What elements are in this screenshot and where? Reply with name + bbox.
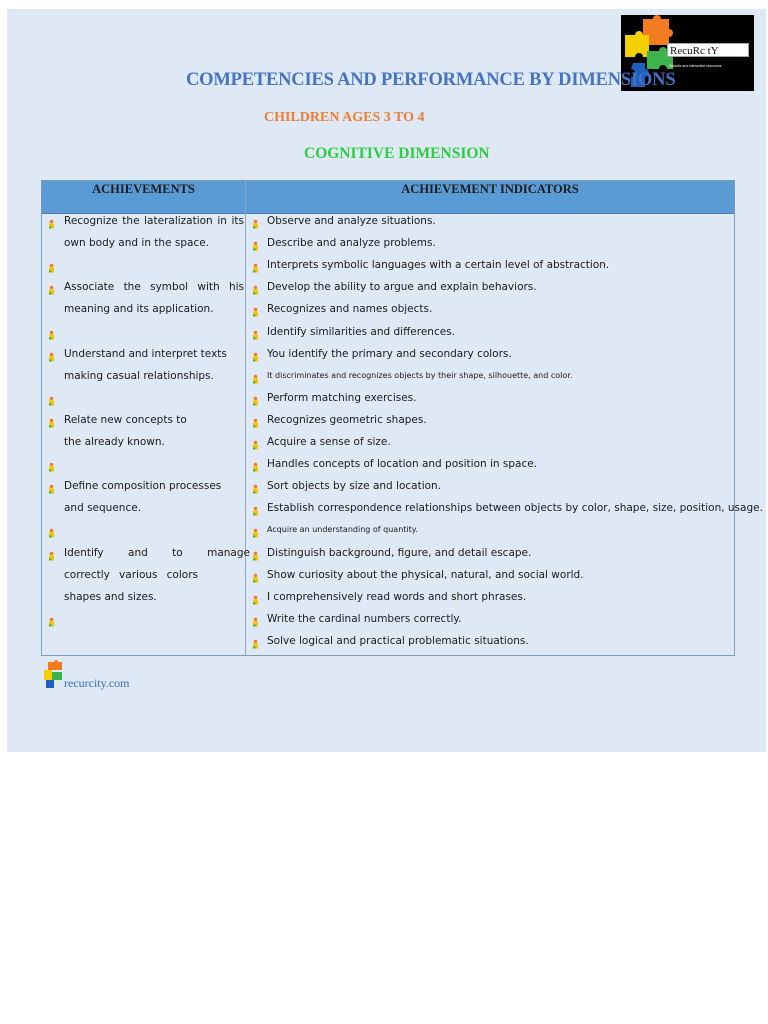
indicator-item: Write the cardinal numbers correctly.	[267, 612, 462, 625]
bullet-icon	[252, 462, 259, 472]
competencies-table	[41, 180, 763, 656]
bullet-icon	[252, 440, 259, 450]
indicator-item: Observe and analyze situations.	[267, 215, 436, 227]
empty-bullet-icon	[48, 263, 55, 273]
bullet-icon	[252, 639, 259, 649]
indicator-item: Show curiosity about the physical, natural, and social world.	[267, 568, 584, 581]
achievement-text: correctly various colors	[64, 568, 198, 581]
indicator-item: I comprehensively read words and short phrases.	[267, 590, 527, 603]
empty-bullet-icon	[48, 528, 55, 538]
bullet-icon	[252, 330, 259, 340]
bullet-icon	[48, 219, 55, 229]
bullet-icon	[252, 396, 259, 406]
footer-site-link[interactable]: recurcity.com	[64, 676, 130, 690]
indicator-item: You identify the primary and secondary colors.	[267, 347, 512, 360]
bullet-icon	[252, 307, 259, 317]
bullet-icon	[252, 595, 259, 605]
achievement-text: meaning and its application.	[64, 303, 214, 316]
column-divider	[245, 181, 246, 655]
bullet-icon	[252, 551, 259, 561]
document-page	[7, 9, 766, 752]
achievement-text: Understand and interpret texts	[64, 347, 227, 360]
indicator-item: Recognizes geometric shapes.	[267, 413, 427, 426]
indicator-item: It discriminates and recognizes objects by their shape, silhouette, and color.	[267, 370, 573, 380]
indicator-item: Identify similarities and differences.	[267, 325, 456, 338]
achievement-text: the already known.	[64, 436, 165, 448]
achievement-text: making casual relationships.	[64, 369, 214, 382]
empty-bullet-icon	[48, 396, 55, 406]
achievement-text: Identify and to manage	[64, 546, 250, 559]
bullet-icon	[252, 352, 259, 362]
indicator-item: Recognizes and names objects.	[267, 303, 433, 316]
achievement-text: shapes and sizes.	[64, 590, 157, 603]
header-achievements: ACHIEVEMENTS	[92, 182, 195, 196]
indicator-item: Develop the ability to argue and explain behaviors.	[267, 281, 537, 294]
age-subtitle: CHILDREN AGES 3 TO 4	[264, 110, 425, 125]
bullet-icon	[252, 374, 259, 384]
bullet-icon	[48, 285, 55, 295]
indicator-item: Acquire an understanding of quantity.	[267, 525, 418, 535]
bullet-icon	[252, 484, 259, 494]
achievement-text: own body and in the space.	[64, 237, 210, 250]
bullet-icon	[252, 617, 259, 627]
indicator-item: Sort objects by size and location.	[267, 480, 442, 493]
indicator-item: Solve logical and practical problematic situations.	[267, 634, 529, 647]
indicator-item: Establish correspondence relationships between objects by color, shape, size, position, usage.	[267, 502, 763, 515]
indicator-item: Acquire a sense of size.	[267, 436, 391, 448]
bullet-icon	[48, 484, 55, 494]
footer-puzzle-icon	[42, 660, 66, 690]
header-indicators: ACHIEVEMENT INDICATORS	[401, 182, 579, 196]
achievement-text: Associate the symbol with his	[64, 281, 244, 294]
indicator-item: Handles concepts of location and position in space.	[267, 458, 538, 471]
empty-bullet-icon	[48, 617, 55, 627]
bullet-icon	[252, 528, 259, 538]
bullet-icon	[252, 219, 259, 229]
dimension-heading: COGNITIVE DIMENSION	[304, 145, 490, 162]
bullet-icon	[252, 573, 259, 583]
achievement-text: Define composition processes	[64, 480, 222, 493]
empty-bullet-icon	[48, 462, 55, 472]
bullet-icon	[48, 551, 55, 561]
empty-bullet-icon	[48, 330, 55, 340]
logo-wordmark: RecuRc tY	[667, 43, 749, 57]
bullet-icon	[252, 506, 259, 516]
achievement-text: and sequence.	[64, 502, 142, 515]
bullet-icon	[252, 418, 259, 428]
bullet-icon	[48, 352, 55, 362]
indicator-item: Describe and analyze problems.	[267, 237, 436, 250]
achievement-text: Recognize the lateralization in its	[64, 215, 244, 227]
logo-tagline: Didactic and interactive resources	[669, 64, 722, 68]
bullet-icon	[252, 285, 259, 295]
page-title: COMPETENCIES AND PERFORMANCE BY DIMENSIONS	[186, 70, 676, 90]
bullet-icon	[48, 418, 55, 428]
indicator-item: Perform matching exercises.	[267, 391, 417, 404]
indicator-item: Distinguish background, figure, and detail escape.	[267, 546, 532, 559]
indicator-item: Interprets symbolic languages with a certain level of abstraction.	[267, 259, 610, 272]
achievement-text: Relate new concepts to	[64, 413, 187, 426]
bullet-icon	[252, 241, 259, 251]
bullet-icon	[252, 263, 259, 273]
